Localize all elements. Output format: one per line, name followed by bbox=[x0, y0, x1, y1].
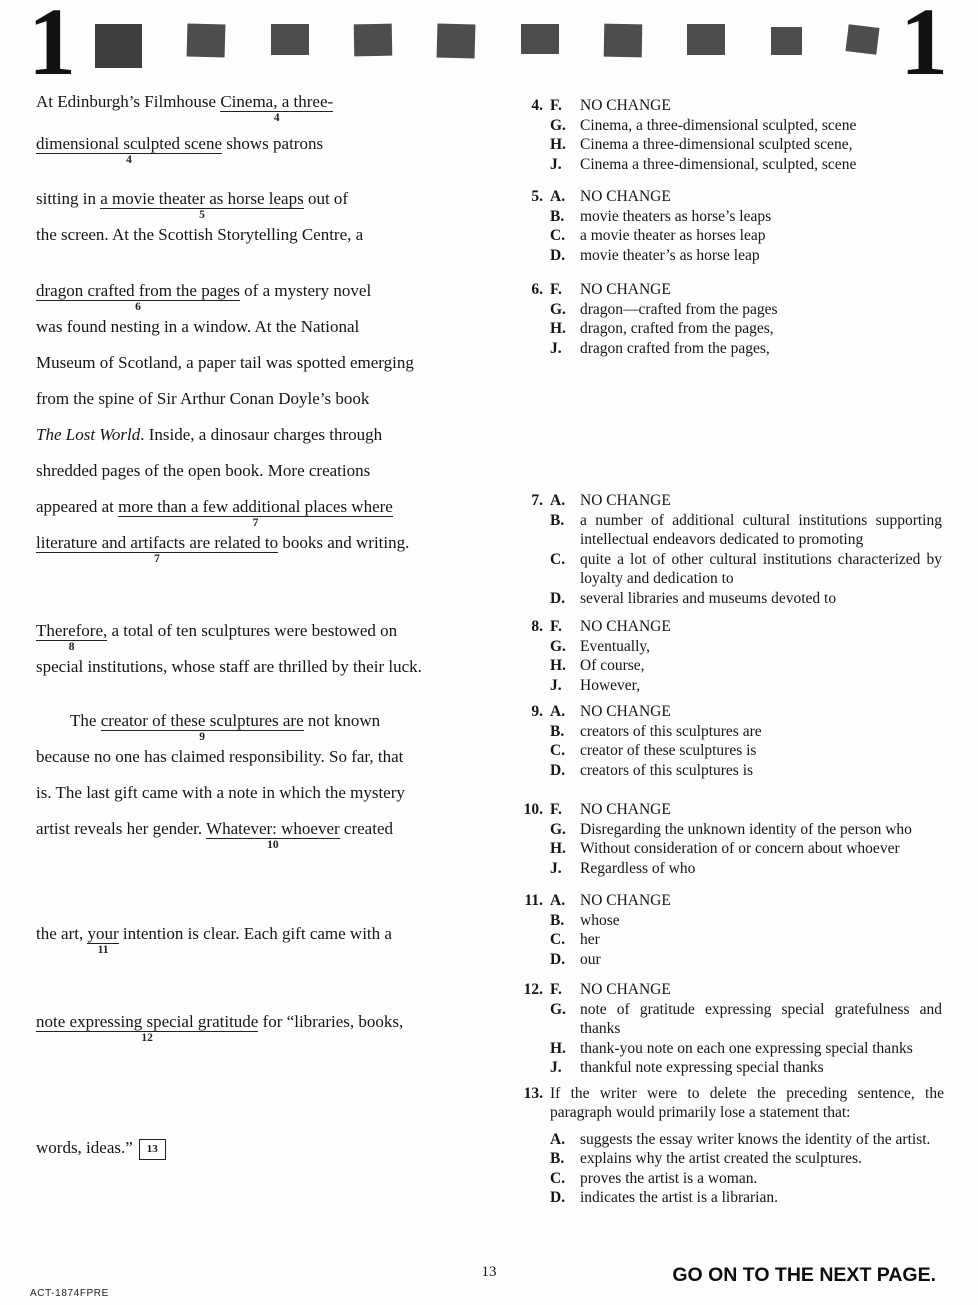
underlined-phrase: creator of these sculptures are 9 bbox=[100, 711, 304, 743]
underline-number: 11 bbox=[97, 944, 109, 956]
answer-option bbox=[550, 96, 944, 116]
passage-text: from the spine of Sir Arthur Conan Doyle’s book bbox=[36, 389, 370, 408]
question-number: 6. bbox=[531, 281, 543, 298]
underline-number: 4 bbox=[126, 154, 132, 166]
option-letter: D. bbox=[550, 1189, 566, 1206]
underline-number: 10 bbox=[267, 839, 279, 851]
scan-mark bbox=[604, 24, 643, 58]
question bbox=[512, 980, 944, 1078]
question-number: 4. bbox=[531, 97, 543, 114]
option-letter: F. bbox=[550, 97, 562, 114]
underlined-phrase: more than a few additional places where 7 bbox=[118, 497, 393, 529]
option-letter: D. bbox=[550, 761, 566, 779]
passage-line bbox=[36, 217, 466, 253]
underlined-phrase: Therefore, 8 bbox=[36, 621, 108, 653]
option-text: Cinema a three-dimensional sculpted scene, bbox=[580, 136, 853, 153]
passage-line bbox=[36, 417, 466, 453]
question-number: 7. bbox=[531, 492, 543, 509]
option-text: However, bbox=[580, 676, 641, 694]
underline-number: 4 bbox=[273, 112, 280, 124]
passage-line bbox=[36, 381, 466, 417]
option-letter: C. bbox=[550, 1169, 566, 1187]
question bbox=[512, 617, 944, 695]
passage-text: a total of ten sculptures were bestowed on bbox=[107, 621, 398, 640]
passage-text: . Inside, a dinosaur charges through bbox=[140, 425, 383, 444]
answer-option bbox=[550, 246, 944, 266]
question-number: 11. bbox=[524, 892, 543, 909]
scan-mark bbox=[354, 24, 393, 57]
answer-option bbox=[550, 722, 944, 742]
answer-option bbox=[550, 1149, 944, 1169]
option-text: dragon—crafted from the pages bbox=[580, 300, 778, 318]
option-letter: A. bbox=[550, 492, 566, 509]
passage-text: The Lost World bbox=[36, 425, 141, 444]
passage-text: At Edinburgh’s Filmhouse bbox=[36, 92, 221, 111]
option-text: NO CHANGE bbox=[580, 618, 671, 635]
answer-option bbox=[550, 637, 944, 657]
option-letter: G. bbox=[550, 637, 566, 655]
option-text: explains why the artist created the sculptures. bbox=[580, 1150, 862, 1167]
answer-option bbox=[550, 491, 944, 511]
option-text: NO CHANGE bbox=[580, 281, 671, 298]
passage-text: sitting in bbox=[36, 189, 101, 208]
answer-option bbox=[550, 1058, 944, 1078]
passage-line bbox=[36, 775, 466, 811]
option-letter: B. bbox=[550, 207, 565, 225]
passage-text: shows patrons bbox=[222, 134, 324, 153]
underline-number: 5 bbox=[199, 209, 205, 221]
answer-option bbox=[550, 207, 944, 227]
passage-line bbox=[36, 739, 466, 775]
question-body bbox=[550, 980, 944, 1078]
section-number-right: 1 bbox=[900, 0, 948, 95]
option-letter: A. bbox=[550, 188, 566, 205]
answer-option bbox=[550, 950, 944, 970]
question-number: 5. bbox=[531, 188, 543, 205]
answer-option bbox=[550, 1000, 944, 1039]
option-text: a movie theater as horses leap bbox=[580, 227, 766, 244]
scan-mark bbox=[437, 24, 476, 59]
option-letter: A. bbox=[550, 1130, 566, 1148]
option-text: NO CHANGE bbox=[580, 892, 671, 909]
option-letter: C. bbox=[550, 742, 566, 759]
passage-line bbox=[36, 453, 466, 489]
option-text: Cinema, a three-dimensional sculpted, scene bbox=[580, 116, 857, 134]
option-letter: G. bbox=[550, 1000, 566, 1018]
scan-mark bbox=[95, 24, 142, 68]
question-number: 9. bbox=[531, 703, 543, 720]
option-letter: D. bbox=[550, 950, 566, 968]
question bbox=[512, 891, 944, 969]
passage-text: artist reveals her gender. bbox=[36, 819, 207, 838]
question bbox=[512, 96, 944, 174]
option-text: our bbox=[580, 950, 601, 968]
question-body bbox=[550, 280, 944, 358]
passage-line bbox=[36, 811, 466, 851]
option-letter: H. bbox=[550, 657, 566, 674]
scan-mark bbox=[271, 24, 309, 55]
question bbox=[512, 800, 944, 878]
answer-option bbox=[550, 761, 944, 781]
option-text: Eventually, bbox=[580, 637, 651, 655]
option-text: creators of this sculptures are bbox=[580, 722, 762, 740]
passage-text: appeared at bbox=[36, 497, 119, 516]
option-text: NO CHANGE bbox=[580, 188, 671, 205]
passage-text: of a mystery novel bbox=[239, 281, 372, 300]
answer-option bbox=[550, 1039, 944, 1059]
question bbox=[512, 491, 944, 608]
form-code: ACT-1874FPRE bbox=[30, 1288, 109, 1299]
passage-text: not known bbox=[303, 711, 381, 730]
page-number: 13 bbox=[481, 1264, 497, 1280]
option-text: NO CHANGE bbox=[580, 492, 671, 509]
answer-option bbox=[550, 280, 944, 300]
option-letter: F. bbox=[550, 801, 562, 818]
answer-option bbox=[550, 702, 944, 722]
option-letter: A. bbox=[550, 892, 566, 909]
answer-option bbox=[550, 839, 944, 859]
option-letter: F. bbox=[550, 618, 562, 635]
passage-line bbox=[36, 489, 466, 529]
passage-text: Museum of Scotland, a paper tail was spotted emerging bbox=[36, 353, 414, 372]
answer-option bbox=[550, 116, 944, 136]
passage-text: intention is clear. Each gift came with a bbox=[118, 924, 392, 943]
option-text: NO CHANGE bbox=[580, 981, 671, 998]
passage-text: books and writing. bbox=[278, 533, 410, 552]
passage-text: shredded pages of the open book. More creations bbox=[36, 461, 371, 480]
answer-option bbox=[550, 980, 944, 1000]
question-ref-box: 13 bbox=[139, 1139, 166, 1160]
passage-line bbox=[36, 649, 466, 685]
answer-option bbox=[550, 300, 944, 320]
underline-number: 7 bbox=[252, 517, 259, 529]
scan-mark bbox=[771, 27, 802, 55]
option-letter: D. bbox=[550, 246, 566, 264]
passage-text: for “libraries, books, bbox=[258, 1012, 404, 1031]
scan-mark bbox=[187, 24, 226, 58]
answer-option bbox=[550, 589, 944, 609]
answer-option bbox=[550, 1188, 944, 1208]
underlined-phrase: literature and artifacts are related to 7 bbox=[36, 533, 279, 565]
option-text: Of course, bbox=[580, 657, 645, 674]
answer-option bbox=[550, 930, 944, 950]
question-body bbox=[550, 702, 944, 780]
option-text: dragon, crafted from the pages, bbox=[580, 320, 774, 337]
option-text: creators of this sculptures is bbox=[580, 761, 754, 779]
option-letter: H. bbox=[550, 840, 566, 857]
question-number: 13. bbox=[523, 1084, 543, 1102]
option-text: several libraries and museums devoted to bbox=[580, 589, 837, 607]
question-stem: If the writer were to delete the preceding sentence, the paragraph would primarily lose a statement that: bbox=[550, 1084, 944, 1121]
option-letter: D. bbox=[550, 589, 566, 607]
scan-mark bbox=[845, 24, 879, 55]
underline-number: 9 bbox=[199, 731, 206, 743]
option-letter: F. bbox=[550, 981, 562, 998]
passage-line bbox=[36, 126, 466, 166]
underlined-phrase: Cinema, a three- 4 bbox=[220, 92, 334, 124]
passage-line bbox=[36, 273, 466, 313]
answer-option bbox=[550, 859, 944, 879]
option-letter: H. bbox=[550, 1039, 566, 1057]
option-letter: J. bbox=[550, 155, 562, 173]
go-on-text: GO ON TO THE NEXT PAGE. bbox=[672, 1264, 936, 1286]
option-text: her bbox=[580, 931, 600, 948]
option-letter: B. bbox=[550, 722, 565, 740]
passage-text: special institutions, whose staff are thrilled by their luck. bbox=[36, 657, 422, 676]
underlined-phrase: dimensional sculpted scene 4 bbox=[36, 134, 223, 166]
answer-option bbox=[550, 911, 944, 931]
option-letter: J. bbox=[550, 676, 562, 694]
passage-line bbox=[36, 916, 466, 956]
passage-line bbox=[36, 703, 466, 743]
passage-line bbox=[36, 613, 466, 653]
option-text: movie theaters as horse’s leaps bbox=[580, 207, 772, 225]
answer-option bbox=[550, 1130, 944, 1150]
question-body bbox=[550, 96, 944, 174]
option-text: indicates the artist is a librarian. bbox=[580, 1189, 778, 1206]
underlined-phrase: dragon crafted from the pages 6 bbox=[36, 281, 240, 313]
question bbox=[512, 280, 944, 358]
answer-option bbox=[550, 511, 944, 550]
underlined-phrase: your 11 bbox=[87, 924, 119, 956]
underlined-phrase: note expressing special gratitude 12 bbox=[36, 1012, 259, 1044]
option-letter: B. bbox=[550, 511, 565, 529]
answer-option bbox=[550, 155, 944, 175]
section-number-left: 1 bbox=[28, 0, 76, 95]
answer-option bbox=[550, 820, 944, 840]
option-text: dragon crafted from the pages, bbox=[580, 339, 770, 357]
passage-line bbox=[36, 345, 466, 381]
question-number: 8. bbox=[531, 618, 543, 635]
option-letter: G. bbox=[550, 820, 566, 838]
option-letter: F. bbox=[550, 281, 562, 298]
answer-option bbox=[550, 319, 944, 339]
passage-line bbox=[36, 1004, 466, 1044]
option-letter: G. bbox=[550, 116, 566, 134]
passage-line bbox=[36, 84, 466, 124]
questions bbox=[512, 96, 944, 1208]
question-body bbox=[550, 187, 944, 265]
question-body bbox=[550, 617, 944, 695]
passage-text: created bbox=[339, 819, 393, 838]
passage-text: the art, bbox=[36, 924, 88, 943]
underlined-phrase: a movie theater as horse leaps 5 bbox=[100, 189, 304, 221]
option-text: proves the artist is a woman. bbox=[580, 1169, 758, 1187]
option-letter: H. bbox=[550, 136, 566, 153]
option-text: Regardless of who bbox=[580, 859, 696, 877]
answer-option bbox=[550, 656, 944, 676]
option-letter: J. bbox=[550, 1059, 562, 1076]
underlined-phrase: Whatever: whoever 10 bbox=[206, 819, 340, 851]
underline-number: 6 bbox=[135, 301, 141, 313]
answer-option bbox=[550, 339, 944, 359]
answer-option bbox=[550, 676, 944, 696]
option-text: suggests the essay writer knows the identity of the artist. bbox=[580, 1130, 931, 1148]
answer-option bbox=[550, 800, 944, 820]
option-text: NO CHANGE bbox=[580, 801, 671, 818]
passage bbox=[36, 84, 466, 1166]
passage-text: is. The last gift came with a note in which the mystery bbox=[36, 783, 405, 802]
answer-option bbox=[550, 187, 944, 207]
option-text: a number of additional cultural institutions supporting intellectual endeavors dedicated to promoting bbox=[580, 511, 942, 548]
option-text: thank-you note on each one expressing special thanks bbox=[580, 1039, 913, 1057]
passage-text: words, ideas.” bbox=[36, 1138, 133, 1157]
option-letter: A. bbox=[550, 703, 566, 720]
option-letter: J. bbox=[550, 339, 562, 357]
option-text: Without consideration of or concern about whoever bbox=[580, 840, 900, 857]
underline-number: 8 bbox=[68, 641, 75, 653]
option-text: thankful note expressing special thanks bbox=[580, 1059, 824, 1076]
option-text: NO CHANGE bbox=[580, 97, 671, 114]
answer-option bbox=[550, 741, 944, 761]
question-number: 12. bbox=[523, 981, 543, 998]
scan-mark bbox=[521, 24, 559, 54]
scan-marks bbox=[95, 24, 878, 68]
option-letter: B. bbox=[550, 911, 565, 929]
option-letter: H. bbox=[550, 320, 566, 337]
passage-text: the screen. At the Scottish Storytelling Centre, a bbox=[36, 225, 364, 244]
question-body bbox=[550, 1084, 944, 1208]
option-letter: G. bbox=[550, 300, 566, 318]
option-letter: C. bbox=[550, 227, 566, 244]
option-text: quite a lot of other cultural institutions characterized by loyalty and dedication to bbox=[580, 550, 942, 587]
answer-option bbox=[550, 617, 944, 637]
option-text: Disregarding the unknown identity of the person who bbox=[580, 820, 912, 838]
question bbox=[512, 1084, 944, 1208]
option-text: note of gratitude expressing special gratefulness and thanks bbox=[580, 1000, 942, 1037]
scan-mark bbox=[687, 24, 725, 55]
question bbox=[512, 187, 944, 265]
option-text: NO CHANGE bbox=[580, 703, 671, 720]
passage-line bbox=[36, 1130, 466, 1166]
option-text: Cinema a three-dimensional, sculpted, scene bbox=[580, 155, 857, 173]
option-letter: C. bbox=[550, 931, 566, 948]
passage-line bbox=[36, 525, 466, 565]
passage-text: because no one has claimed responsibility. So far, that bbox=[36, 747, 404, 766]
option-text: creator of these sculptures is bbox=[580, 742, 757, 759]
passage-line bbox=[36, 181, 466, 221]
passage-line bbox=[36, 309, 466, 345]
question-number: 10. bbox=[523, 801, 543, 818]
question bbox=[512, 702, 944, 780]
answer-option bbox=[550, 135, 944, 155]
passage-text: out of bbox=[303, 189, 349, 208]
passage-text: The bbox=[70, 711, 101, 730]
option-text: whose bbox=[580, 911, 620, 929]
answer-option bbox=[550, 550, 944, 589]
option-letter: C. bbox=[550, 550, 566, 568]
option-letter: B. bbox=[550, 1150, 565, 1167]
underline-number: 12 bbox=[141, 1032, 153, 1044]
answer-option bbox=[550, 226, 944, 246]
question-body bbox=[550, 800, 944, 878]
question-body bbox=[550, 491, 944, 608]
answer-option bbox=[550, 891, 944, 911]
answer-option bbox=[550, 1169, 944, 1189]
option-letter: J. bbox=[550, 859, 562, 877]
underline-number: 7 bbox=[154, 553, 160, 565]
option-text: movie theater’s as horse leap bbox=[580, 246, 760, 264]
passage-text: was found nesting in a window. At the National bbox=[36, 317, 360, 336]
question-body bbox=[550, 891, 944, 969]
